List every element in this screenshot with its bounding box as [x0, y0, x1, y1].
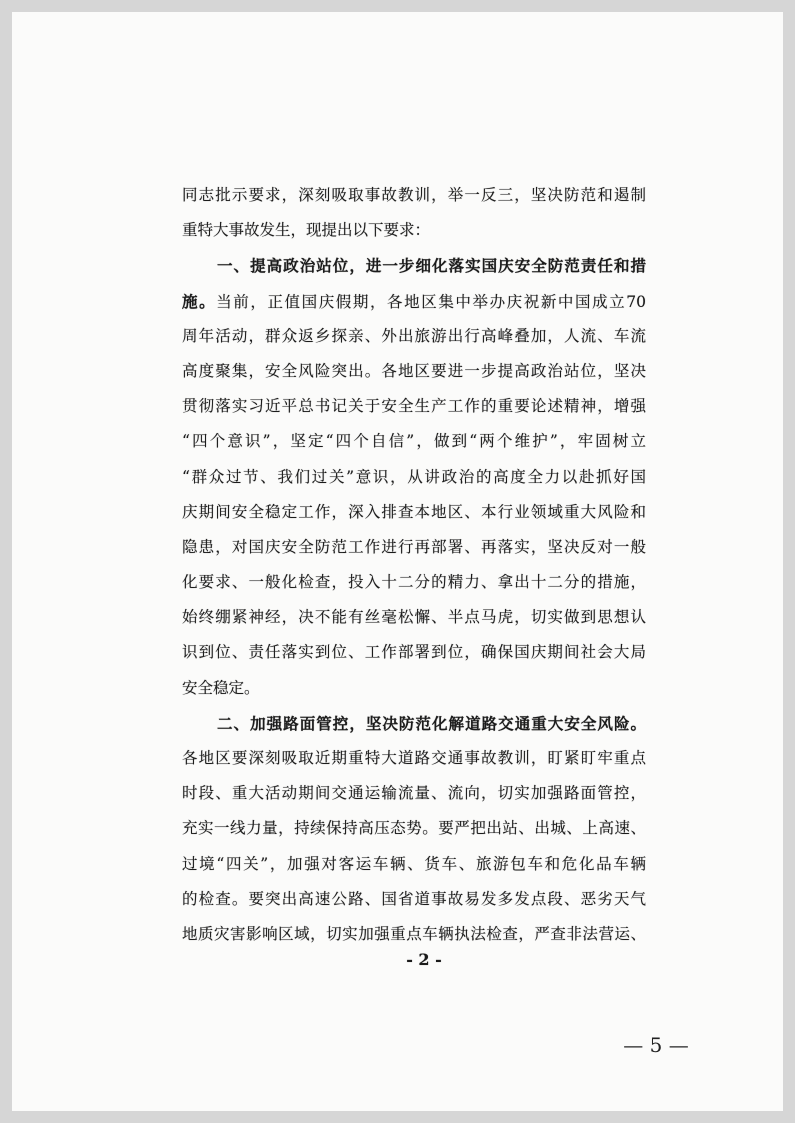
text-line: “群众过节、我们过关”意识，从讲政治的高度全力以赴抓好国	[182, 467, 646, 486]
text-line: 庆期间安全稳定工作，深入排查本地区、本行业领域重大风险和	[182, 502, 646, 521]
text-line: 高度聚集，安全风险突出。各地区要进一步提高政治站位，坚决	[182, 361, 646, 380]
document-page	[12, 12, 783, 1111]
text-line	[182, 284, 646, 319]
text-segment: 当前，正值国庆假期，各地区集中举办庆祝新中国成立70	[216, 292, 646, 311]
text-line: 隐患，对国庆安全防范工作进行再部署、再落实，坚决反对一般	[182, 537, 646, 556]
text-line: “四个意识”，坚定“四个自信”，做到“两个维护”，牢固树立	[182, 432, 646, 451]
text-line: 同志批示要求，深刻吸取事故教训，举一反三，坚决防范和遏制	[182, 186, 646, 204]
section-heading-1: 一、提高政治站位，进一步细化落实国庆安全防范责任和措	[217, 256, 646, 276]
text-line: 化要求、一般化检查，投入十二分的精力、拿出十二分的措施，	[182, 573, 646, 592]
text-line: 的检查。要突出高速公路、国省道事故易发多发点段、恶劣天气	[182, 889, 646, 908]
text-line: 各地区要深刻吸取近期重特大道路交通事故教训，盯紧盯牢重点	[182, 749, 646, 767]
text-line: 过境“四关”，加强对客运车辆、货车、旅游包车和危化品车辆	[182, 854, 646, 873]
body-text	[182, 178, 646, 952]
inner-page-number: - 2 -	[406, 950, 442, 969]
section-heading-1-end: 施。	[182, 291, 217, 311]
text-line: 重特大事故发生，现提出以下要求：	[182, 221, 431, 240]
text-line: 时段、重大活动期间交通运输流量、流向，切实加强路面管控，	[182, 784, 646, 803]
section-heading-2: 二、加强路面管控，坚决防范化解道路交通重大安全风险。	[217, 713, 646, 733]
text-line: 识到位、责任落实到位、工作部署到位，确保国庆期间社会大局	[182, 643, 646, 662]
outer-page-number: — 5 —	[623, 1033, 689, 1057]
text-line: 始终绷紧神经，决不能有丝毫松懈、半点马虎，切实做到思想认	[182, 608, 646, 627]
text-line: 安全稳定。	[182, 678, 260, 697]
text-line: 贯彻落实习近平总书记关于安全生产工作的重要论述精神，增强	[182, 397, 646, 416]
text-line: 周年活动，群众返乡探亲、外出旅游出行高峰叠加，人流、车流	[182, 326, 646, 345]
text-line: 充实一线力量，持续保持高压态势。要严把出站、出城、上高速、	[182, 819, 646, 838]
text-line: 地质灾害影响区域，切实加强重点车辆执法检查，严查非法营运、	[182, 924, 646, 943]
